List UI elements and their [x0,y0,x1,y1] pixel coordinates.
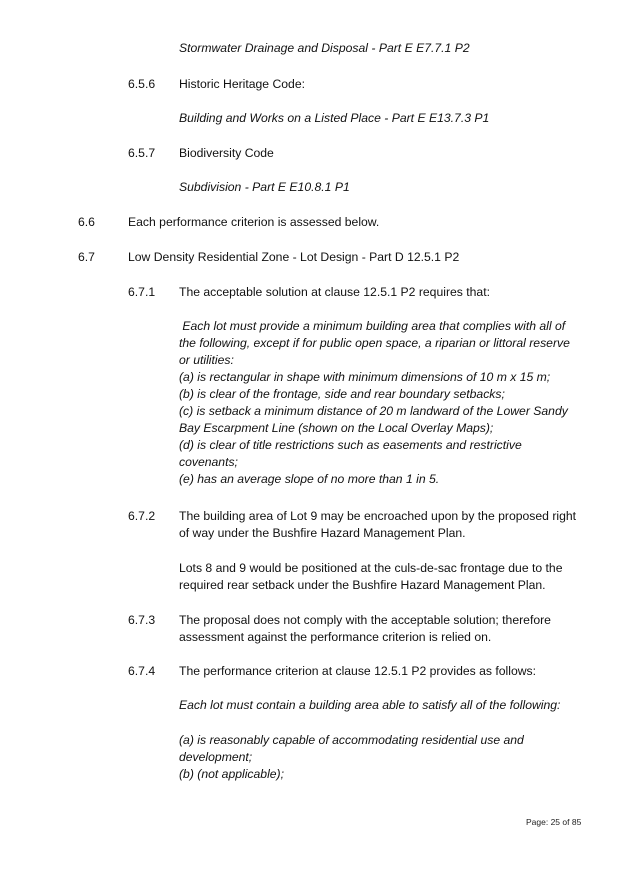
section-number-6-5-7: 6.5.7 [128,146,156,160]
biodiversity-reference: Subdivision - Part E E10.8.1 P1 [179,180,350,194]
quote-line: (c) is setback a minimum distance of 20 m landward of the Lower Sandy [179,404,568,418]
section-6-7-2-para1 [179,508,579,542]
section-6-7-1-text: The acceptable solution at clause 12.5.1 P2 requires that: [179,285,490,299]
stormwater-reference: Stormwater Drainage and Disposal - Part E E7.7.1 P2 [179,41,470,55]
biodiversity-heading: Biodiversity Code [179,146,274,160]
section-number-6-6: 6.6 [78,215,95,229]
historic-heritage-reference: Building and Works on a Listed Place - Part E E13.7.3 P1 [179,111,490,125]
performance-criterion-quote [179,732,579,783]
paragraph-line: Lots 8 and 9 would be positioned at the culs-de-sac frontage due to the [179,561,563,575]
historic-heritage-heading: Historic Heritage Code: [179,77,305,91]
paragraph-line: The building area of Lot 9 may be encroached upon by the proposed right [179,509,577,523]
quote-line: (d) is clear of title restrictions such as easements and restrictive [179,438,522,452]
quote-line: the following, except if for public open space, a riparian or littoral reserve [179,336,570,350]
quote-line: Bay Escarpment Line (shown on the Local Overlay Maps); [179,421,494,435]
section-6-7-4-text: The performance criterion at clause 12.5.1 P2 provides as follows: [179,664,537,678]
quote-line: (b) is clear of the frontage, side and rear boundary setbacks; [179,387,505,401]
quote-line: (e) has an average slope of no more than 1 in 5. [179,472,440,486]
section-number-6-7-2: 6.7.2 [128,509,156,523]
section-number-6-5-6: 6.5.6 [128,77,156,91]
section-6-7-3-text [179,612,579,646]
quote-line: development; [179,750,253,764]
paragraph-line: The proposal does not comply with the acceptable solution; therefore [179,613,551,627]
acceptable-solution-quote [179,318,579,488]
section-6-7-heading: Low Density Residential Zone - Lot Design - Part D 12.5.1 P2 [128,250,460,264]
quote-line: (a) is reasonably capable of accommodating residential use and [179,733,524,747]
quote-line: or utilities: [179,353,234,367]
performance-criterion-intro: Each lot must contain a building area able to satisfy all of the following: [179,698,561,712]
section-number-6-7-4: 6.7.4 [128,664,156,678]
paragraph-line: of way under the Bushfire Hazard Management Plan. [179,526,466,540]
quote-line: (b) (not applicable); [179,767,284,781]
section-number-6-7-1: 6.7.1 [128,285,156,299]
section-6-7-2-para2 [179,560,579,594]
quote-line: Each lot must provide a minimum building area that complies with all of [179,319,566,333]
quote-line: (a) is rectangular in shape with minimum dimensions of 10 m x 15 m; [179,370,551,384]
page-number: Page: 25 of 85 [526,817,582,827]
quote-line: covenants; [179,455,238,469]
section-6-6-text: Each performance criterion is assessed below. [128,215,380,229]
section-number-6-7-3: 6.7.3 [128,613,156,627]
section-number-6-7: 6.7 [78,250,95,264]
paragraph-line: assessment against the performance criterion is relied on. [179,630,492,644]
paragraph-line: required rear setback under the Bushfire Hazard Management Plan. [179,578,546,592]
